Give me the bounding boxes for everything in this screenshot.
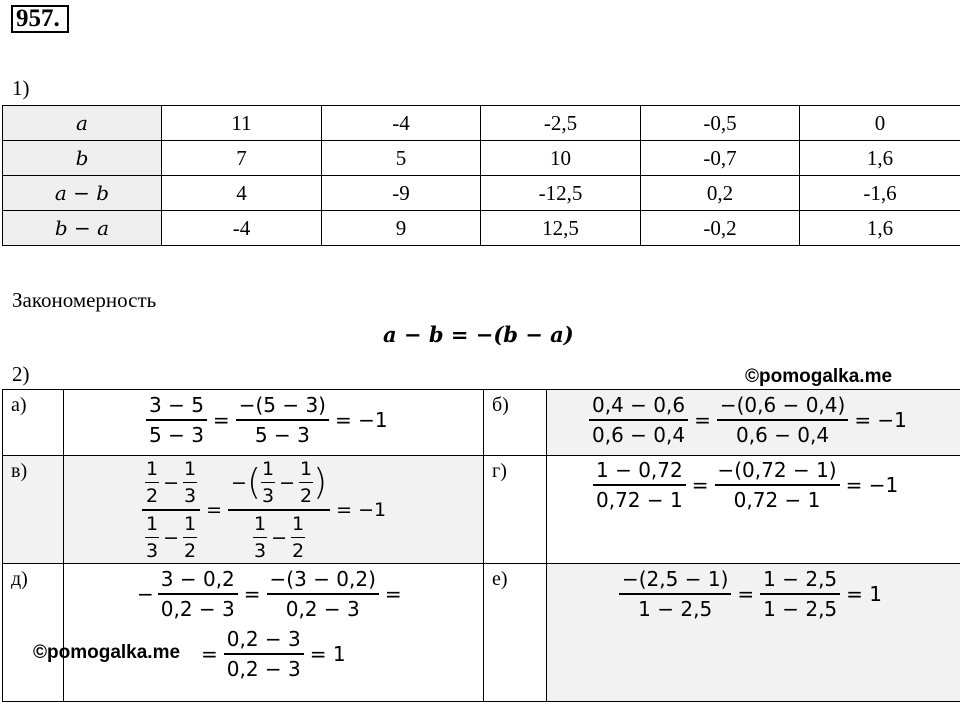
table-row: [3, 106, 960, 141]
table-row: [3, 564, 960, 702]
digit: 2: [145, 483, 159, 507]
result-e: = 1: [846, 582, 882, 606]
watermark-top: ©pomogalka.me: [745, 366, 892, 388]
digit: 2: [183, 538, 197, 562]
cell-g: [547, 456, 960, 564]
minus-sign: −: [231, 472, 247, 494]
label-d: д): [3, 564, 64, 702]
numerator: 0,2 − 3: [224, 627, 304, 655]
table-cell: 0,2: [641, 176, 800, 211]
denominator: 5 − 3: [252, 421, 313, 447]
equation-a: $\frac{3 - 5}{5 - 3}$ = $\frac{-(5 - 3)}{5 - 3}$ = −1: [64, 390, 483, 447]
label-v: в): [3, 456, 64, 564]
digit: 1: [183, 458, 197, 483]
numerator: −(2,5 − 1): [619, 567, 731, 595]
digit: 1: [261, 458, 275, 483]
table-cell: -2,5: [481, 106, 641, 141]
numerator: −(0,72 − 1): [715, 458, 840, 486]
table-cell: 1,6: [800, 211, 960, 246]
numerator: −(0,6 − 0,4): [717, 393, 848, 421]
digit: 3: [261, 483, 275, 507]
cell-v: [64, 456, 484, 564]
result-g: = −1: [846, 473, 899, 497]
digit: 1: [145, 458, 159, 483]
label-a: а): [3, 390, 64, 456]
denominator: 0,2 − 3: [224, 655, 304, 681]
table-cell: -4: [162, 211, 322, 246]
digit: 3: [145, 538, 159, 562]
digit: 3: [183, 483, 197, 507]
table-cell: 10: [481, 141, 641, 176]
table-cell: 5: [322, 141, 481, 176]
minus-sign: −: [137, 582, 154, 606]
equals-sign: =: [206, 499, 222, 521]
equation-v: [64, 456, 483, 562]
equation-d-line1: − $\frac{3 - 0,2}{0,2 - 3}$ = $\frac{-(3 - 0,2)}{0,2 - 3}$ =: [64, 564, 483, 621]
table-cell: 1,6: [800, 141, 960, 176]
table-row: [3, 211, 960, 246]
denominator: 0,2 − 3: [158, 595, 238, 621]
result-b: = −1: [854, 408, 907, 432]
numerator: 0,4 − 0,6: [589, 393, 688, 421]
denominator: 0,2 − 3: [283, 595, 363, 621]
row-header-a-minus-b: a − b: [3, 176, 162, 211]
cell-a: [64, 390, 484, 456]
part1-label: 1): [12, 76, 30, 101]
table-cell: -4: [322, 106, 481, 141]
denominator: 0,6 − 0,4: [589, 421, 688, 447]
result-d: = 1: [310, 642, 346, 666]
complex-fraction: − ( 1 3 − $\frac{1}{2}$ ) 1 3 − $\frac{1}{2}$: [228, 458, 330, 562]
digit: 1: [145, 513, 159, 538]
minus-sign: −: [271, 527, 287, 549]
table-cell: 7: [162, 141, 322, 176]
table-row: [3, 456, 960, 564]
table-cell: -12,5: [481, 176, 641, 211]
table-cell: 12,5: [481, 211, 641, 246]
denominator: 1 − 2,5: [635, 595, 715, 621]
numerator: 1 − 0,72: [593, 458, 686, 486]
table-row: [3, 176, 960, 211]
complex-fraction: [142, 458, 200, 562]
equals-sign: =: [385, 582, 402, 606]
digit: 1: [291, 513, 305, 538]
numerator: −(5 − 3): [236, 393, 329, 421]
denominator: 0,72 − 1: [731, 486, 824, 512]
equation-g: $\frac{1 - 0,72}{0,72 - 1}$ = $\frac{-(0,72 - 1)}{0,72 - 1}$ = −1: [547, 456, 960, 512]
row-header-b-minus-a: b − a: [3, 211, 162, 246]
digit: 2: [299, 483, 313, 507]
result-a: = −1: [335, 408, 388, 432]
minus-sign: −: [279, 472, 295, 494]
equation-d-line2: = $\frac{0,2 - 3}{0,2 - 3}$ = 1: [64, 621, 483, 681]
row-header-b: b: [3, 141, 162, 176]
result-v: = −1: [336, 499, 386, 521]
table-cell: -0,2: [641, 211, 800, 246]
table-cell: -1,6: [800, 176, 960, 211]
numerator: 3 − 5: [146, 393, 207, 421]
minus-sign: −: [163, 472, 179, 494]
digit: 3: [253, 538, 267, 562]
pattern-label: Закономерность: [12, 288, 156, 313]
table-cell: 11: [162, 106, 322, 141]
watermark-bottom: ©pomogalka.me: [33, 642, 180, 664]
denominator: 5 − 3: [146, 421, 207, 447]
equation-b: $\frac{0,4 - 0,6}{0,6 - 0,4}$ = $\frac{-(0,6 - 0,4)}{0,6 - 0,4}$ = −1: [547, 390, 960, 447]
cell-e: [547, 564, 960, 702]
table-cell: -0,7: [641, 141, 800, 176]
label-e: е): [484, 564, 547, 702]
denominator: 0,72 − 1: [593, 486, 686, 512]
minus-sign: −: [163, 527, 179, 549]
numerator: 1 − 2,5: [760, 567, 840, 595]
table-row: [3, 390, 960, 456]
label-b: б): [484, 390, 547, 456]
denominator: 1 − 2,5: [760, 595, 840, 621]
cell-d: [64, 564, 484, 702]
table-row: [3, 141, 960, 176]
digit: 1: [253, 513, 267, 538]
digit: 1: [183, 513, 197, 538]
table-cell: 0: [800, 106, 960, 141]
part2-label: 2): [12, 362, 30, 387]
problem-number: 957.: [11, 5, 69, 33]
digit: 1: [299, 458, 313, 483]
table-cell: 9: [322, 211, 481, 246]
denominator: 0,6 − 0,4: [733, 421, 832, 447]
values-table: [2, 105, 960, 246]
cell-b: [547, 390, 960, 456]
equation-e: $\frac{-(2,5 - 1)}{1 - 2,5}$ = $\frac{1 - 2,5}{1 - 2,5}$ = 1: [547, 564, 960, 621]
table-cell: -0,5: [641, 106, 800, 141]
pattern-formula: a − b = −(b − a): [383, 322, 574, 347]
table-cell: 4: [162, 176, 322, 211]
digit: 2: [291, 538, 305, 562]
numerator: −(3 − 0,2): [267, 567, 379, 595]
row-header-a: a: [3, 106, 162, 141]
table-cell: -9: [322, 176, 481, 211]
numerator: 3 − 0,2: [158, 567, 238, 595]
label-g: г): [484, 456, 547, 564]
